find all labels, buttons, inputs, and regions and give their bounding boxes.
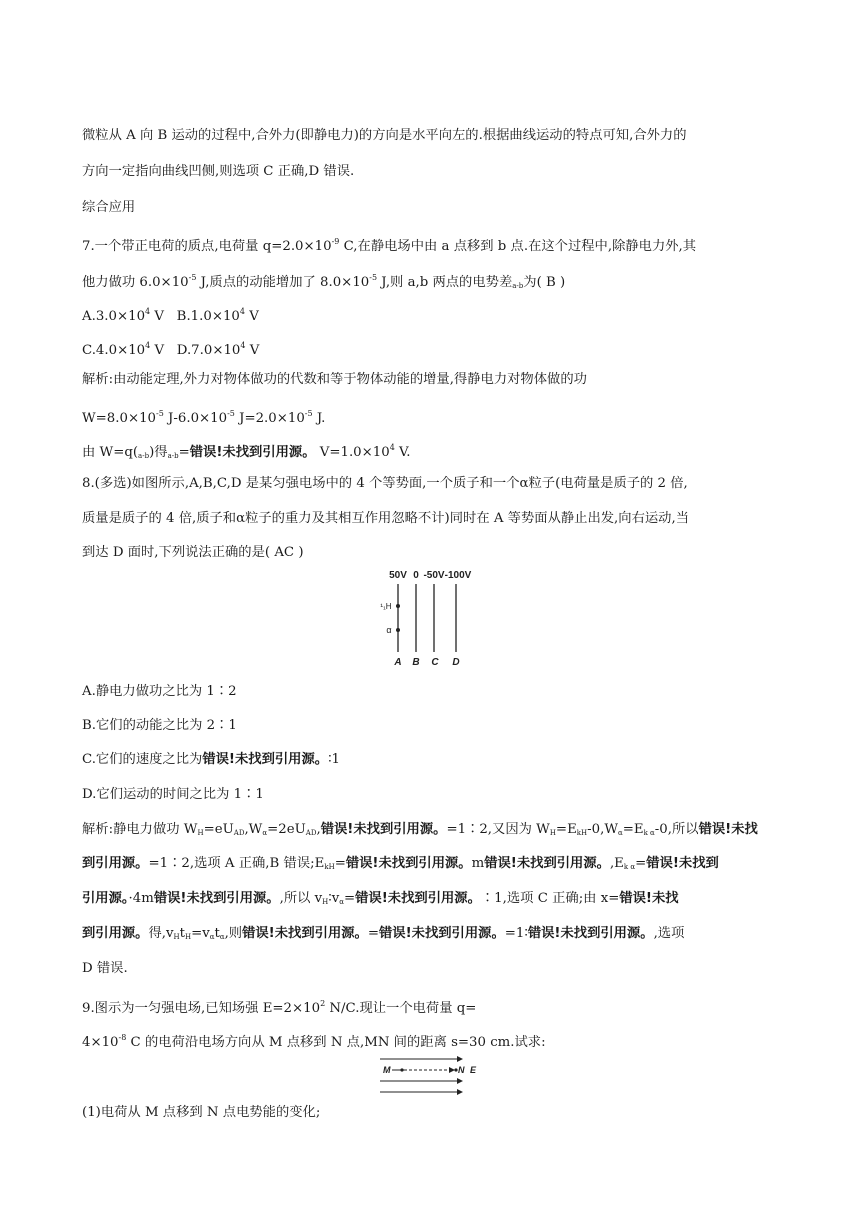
- intro-line-1: 微粒从 A 向 B 运动的过程中,合外力(即静电力)的方向是水平向左的.根据曲线运动的特点可知,合外力的: [82, 128, 687, 143]
- q8-option-d: D.它们运动的时间之比为 1∶1: [82, 787, 264, 802]
- label-e: E: [470, 1065, 477, 1075]
- potential-label-b: 0: [413, 570, 419, 581]
- q8-stem-line-3: 到达 D 面时,下列说法正确的是( AC ): [82, 545, 304, 560]
- plane-label-b: B: [412, 657, 420, 668]
- q8-figure: [360, 566, 490, 670]
- plane-label-d: D: [452, 657, 460, 668]
- q7-stem-line-1: 7.一个带正电荷的质点,电荷量 $q=2.0\times 10^{-9}$ C,在静电场中由 a 点移到 b 点.在这个过程中,除静电力外,其: [82, 237, 697, 254]
- q9-figure: [378, 1054, 484, 1100]
- q8-option-a: A.静电力做功之比为 1∶2: [82, 684, 237, 699]
- plane-label-c: C: [431, 657, 439, 668]
- point-m: [400, 1068, 403, 1071]
- alpha-label: α: [386, 625, 392, 635]
- q7-options-ab: $A.3.0\times 10^4$ V $B.1.0\times 10^4$ V: [82, 307, 259, 324]
- q8-solution-line-4: 到引用源。得,vHtH=vαtα,则错误!未找到引用源。=错误!未找到引用源。=1∶错误!未找到引用源。,选项: [82, 926, 685, 941]
- q8-option-c: C.它们的速度之比为错误!未找到引用源。∶1: [82, 752, 340, 767]
- potential-label-c: -50V: [423, 570, 445, 581]
- q8-solution-line-3: 引用源。·4m错误!未找到引用源。,所以 vH∶vα=错误!未找到引用源。∶1,选项 C 正确;由 x=错误!未找: [82, 891, 679, 906]
- q8-solution-line-5: D 错误.: [82, 961, 128, 976]
- plane-label-a: A: [394, 657, 402, 668]
- q8-solution-line-1: 解析:静电力做功 WH=eUAD,Wα=2eUAD,错误!未找到引用源。=1∶2,又因为 WH=EkH-0,Wα=Ek α-0,所以错误!未找: [82, 822, 758, 837]
- label-n: N: [458, 1065, 465, 1075]
- q9-stem-line-2: $4\times 10^{-8}$ C 的电荷沿电场方向从 M 点移到 N 点,MN 间的距离 s=30 cm.试求:: [82, 1033, 546, 1050]
- proton-label: ¹₁H: [380, 602, 392, 611]
- section-title: 综合应用: [82, 200, 136, 215]
- q8-stem-line-1: 8.(多选)如图所示,A,B,C,D 是某匀强电场中的 4 个等势面,一个质子和一个α粒子(电荷量是质子的 2 倍,: [82, 476, 688, 491]
- q8-solution-line-2: 到引用源。=1∶2,选项 A 正确,B 错误;EkH=错误!未找到引用源。m错误!未找到引用源。,Ek α=错误!未找到: [82, 856, 719, 871]
- q8-stem-line-2: 质量是质子的 4 倍,质子和α粒子的重力及其相互作用忽略不计)同时在 A 等势面从静止出发,向右运动,当: [82, 511, 689, 526]
- potential-label-d: -100V: [444, 570, 472, 581]
- potential-label-a: 50V: [389, 570, 407, 581]
- q7-solution-line-1: 解析:由动能定理,外力对物体做功的代数和等于物体动能的增量,得静电力对物体做的功: [82, 372, 587, 387]
- q7-solution-line-3: 由 W=q(a-b)得a-b=错误!未找到引用源。 $V=1.0\times 10^4$ V.: [82, 443, 411, 460]
- q7-options-cd: $C.4.0\times 10^4$ V $D.7.0\times 10^4$ V: [82, 341, 260, 358]
- intro-line-2: 方向一定指向曲线凹侧,则选项 C 正确,D 错误.: [82, 164, 355, 179]
- label-m: M: [383, 1065, 391, 1075]
- q8-option-b: B.它们的动能之比为 2∶1: [82, 718, 237, 733]
- alpha-dot: [396, 628, 400, 632]
- q7-solution-line-2: $W=8.0\times 10^{-5}$ $J-6.0\times 10^{-5}$ $J=2.0\times 10^{-5}$ J.: [82, 409, 326, 426]
- q7-stem-line-2: 他力做功 $6.0\times 10^{-5}$ J,质点的动能增加了 $8.0\times 10^{-5}$ J,则 a,b 两点的电势差a-b为( B ): [82, 273, 566, 290]
- q9-subquestion-1: (1)电荷从 M 点移到 N 点电势能的变化;: [82, 1105, 321, 1120]
- q9-stem-line-1: 9.图示为一匀强电场,已知场强 $E=2\times 10^2$ N/C.现让一个电荷量 q=: [82, 999, 477, 1016]
- proton-dot: [396, 604, 400, 608]
